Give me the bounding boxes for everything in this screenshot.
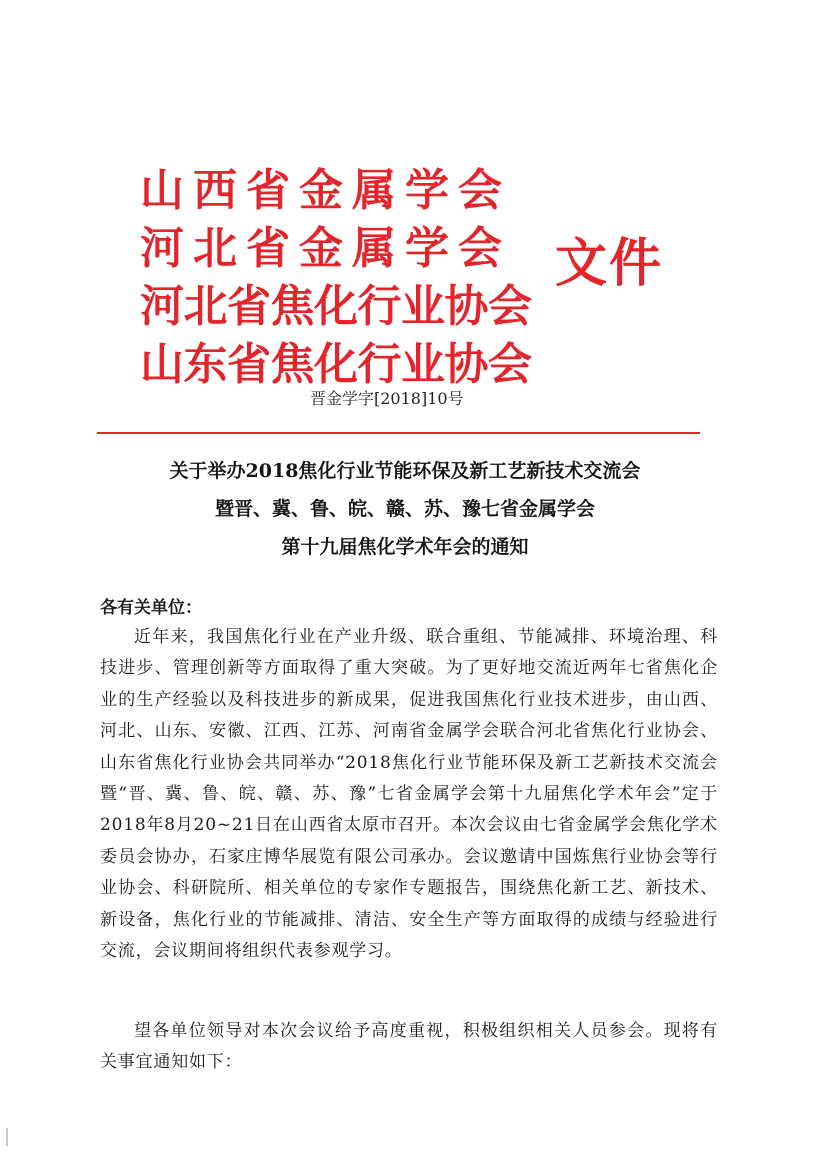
issuer-name: 山西省金属学会 <box>140 165 511 216</box>
letterhead-divider <box>97 432 700 434</box>
body-paragraph: 近年来，我国焦化行业在产业升级、联合重组、节能减排、环境治理、科技进步、管理创新等方面取得了重大突破。为了更好地交流近两年七省焦化企业的生产经验以及科技进步的新成果，促进我国焦化行业技术进步，由山西、河北、山东、安徽、江西、江苏、河南省金属学会联合河北省焦化行业协会、山东省焦化行业协会共同举办“2018焦化行业节能环保及新工艺新技术交流会暨“晋、冀、鲁、皖、赣、苏、豫”七省金属学会第十九届焦化学术年会”定于2018年8月20~21日在山西省太原市召开。本次会议由七省金属学会焦化学术委员会协办，石家庄博华展览有限公司承办。会议邀请中国炼焦行业协会等行业协会、科研院所、相关单位的专家作专题报告，围绕焦化新工艺、新技术、新设备，焦化行业的节能减排、清洁、安全生产等方面取得的成绩与经验进行交流，会议期间将组织代表参观学习。 <box>100 627 718 962</box>
issuer-name: 山东省焦化行业协会 <box>140 339 532 390</box>
salutation: 各有关单位： <box>100 598 202 618</box>
title-line: 关于举办2018焦化行业节能环保及新工艺新技术交流会 <box>169 460 641 482</box>
document-number: 晋金学字[2018]10号 <box>310 389 464 408</box>
issuer-list <box>140 162 560 394</box>
issuer-name: 河北省焦化行业协会 <box>140 281 532 332</box>
title-line: 第十九届焦化学术年会的通知 <box>281 536 529 558</box>
scan-margin-mark <box>6 1128 8 1146</box>
document-type-label: 文件 <box>555 234 664 294</box>
issuer-name: 河北省金属学会 <box>140 223 511 274</box>
body-paragraph: 望各单位领导对本次会议给予高度重视，积极组织相关人员参会。现将有关事宜通知如下： <box>100 1021 718 1073</box>
title-line: 暨晋、冀、鲁、皖、赣、苏、豫七省金属学会 <box>214 498 595 520</box>
notice-title <box>90 452 720 566</box>
